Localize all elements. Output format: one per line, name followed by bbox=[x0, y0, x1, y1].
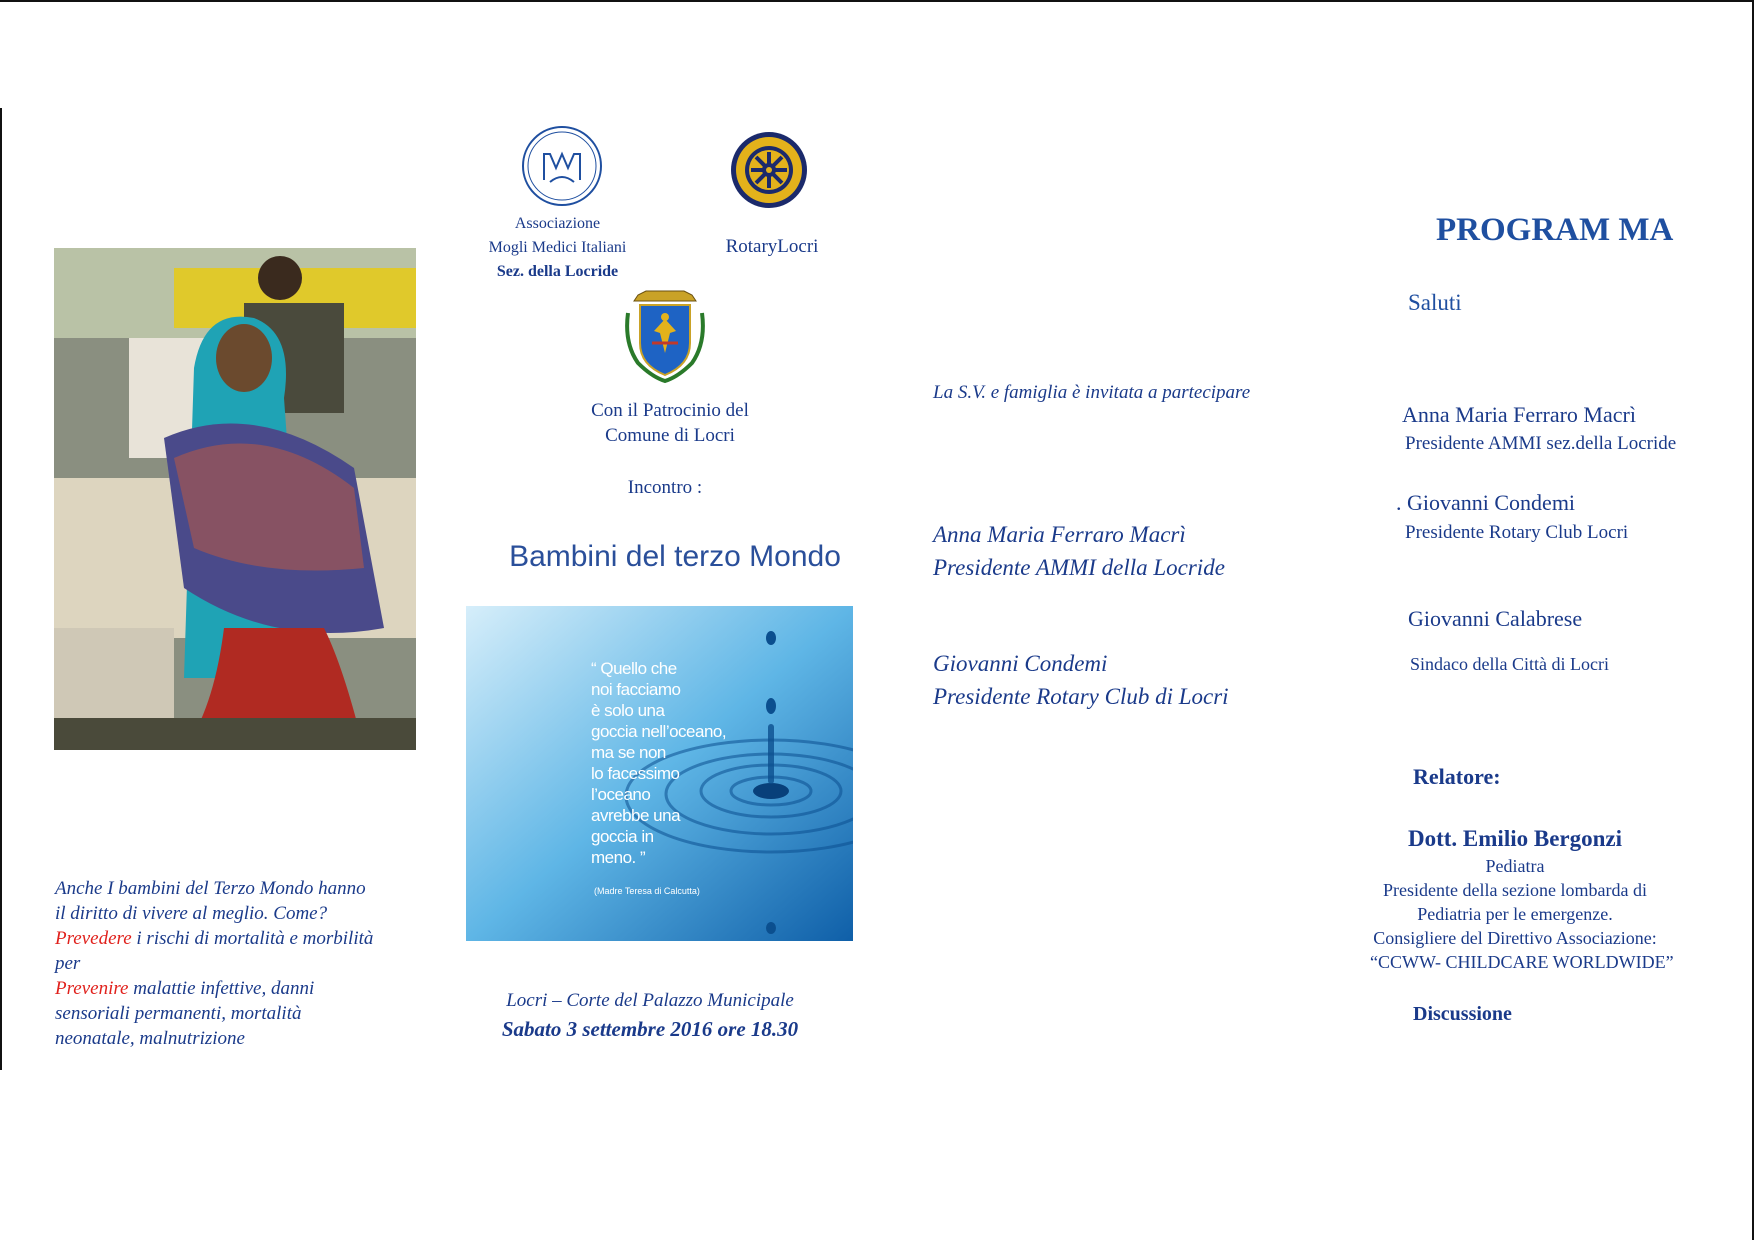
mother-child-photo bbox=[54, 248, 416, 750]
saluti-heading: Saluti bbox=[1408, 290, 1462, 315]
speaker1-name: Anna Maria Ferraro Macrì bbox=[933, 522, 1186, 547]
left-text-line: Anche I bambini del Terzo Mondo hanno bbox=[55, 878, 366, 899]
patrocinio-line: Con il Patrocinio del bbox=[591, 400, 749, 421]
ammi-caption-line: Mogli Medici Italiani bbox=[488, 239, 627, 256]
program-person1-name: Anna Maria Ferraro Macrì bbox=[1402, 402, 1636, 427]
quote-line: ma se non bbox=[591, 743, 666, 762]
program-person2-name: . Giovanni Condemi bbox=[1396, 490, 1576, 515]
relatore-line: Pediatra bbox=[1485, 856, 1545, 876]
speaker1-role: Presidente AMMI della Locride bbox=[933, 555, 1225, 580]
quote-line: è solo una bbox=[591, 701, 665, 720]
relatore-line: “CCWW- CHILDCARE WORLDWIDE” bbox=[1370, 952, 1674, 972]
left-text-line: neonatale, malnutrizione bbox=[55, 1028, 245, 1049]
speaker2-name: Giovanni Condemi bbox=[933, 651, 1108, 676]
ammi-caption-line: Sez. della Locride bbox=[496, 263, 619, 280]
rotary-caption: RotaryLocri bbox=[725, 236, 819, 257]
quote-line: “ Quello che bbox=[591, 659, 677, 678]
ammi-caption bbox=[470, 212, 645, 284]
program-person3-name: Giovanni Calabrese bbox=[1408, 606, 1583, 631]
quote-line: meno. ” bbox=[591, 848, 646, 867]
prevenire-word: Prevenire bbox=[55, 978, 129, 999]
prevenire-rest: malattie infettive, danni bbox=[128, 978, 315, 999]
left-text-line: il diritto di vivere al meglio. Come? bbox=[55, 903, 328, 924]
frame-top-border bbox=[0, 0, 1754, 2]
ammi-logo bbox=[520, 124, 604, 208]
relatore-name: Dott. Emilio Bergonzi bbox=[1408, 826, 1622, 851]
venue-date: Sabato 3 settembre 2016 ore 18.30 bbox=[501, 1017, 799, 1041]
water-drop-quote-image bbox=[466, 606, 853, 941]
left-text-line: per bbox=[55, 953, 81, 974]
speaker2-role: Presidente Rotary Club di Locri bbox=[933, 684, 1229, 709]
program-title: PROGRAM MA bbox=[1436, 212, 1674, 248]
patrocinio-line: Comune di Locri bbox=[605, 425, 735, 446]
quote-text bbox=[591, 658, 741, 868]
quote-author: (Madre Teresa di Calcutta) bbox=[594, 886, 700, 896]
event-title: Bambini del terzo Mondo bbox=[509, 540, 841, 573]
relatore-line: Pediatria per le emergenze. bbox=[1417, 904, 1613, 924]
prevedere-word: Prevedere bbox=[55, 928, 132, 949]
quote-line: noi facciamo bbox=[591, 680, 681, 699]
program-person2-role: Presidente Rotary Club Locri bbox=[1405, 522, 1629, 543]
frame-left-border bbox=[0, 108, 2, 1070]
quote-line: l’oceano bbox=[591, 785, 651, 804]
left-text-line bbox=[55, 976, 415, 1001]
venue-place: Locri – Corte del Palazzo Municipale bbox=[506, 990, 794, 1011]
program-person3-role: Sindaco della Città di Locri bbox=[1410, 654, 1609, 674]
left-text-line: sensoriali permanenti, mortalità bbox=[55, 1003, 302, 1024]
relatore-line: Presidente della sezione lombarda di bbox=[1383, 880, 1647, 900]
relatore-line: Consigliere del Direttivo Associazione: bbox=[1373, 928, 1657, 948]
program-person1-role: Presidente AMMI sez.della Locride bbox=[1405, 433, 1677, 454]
quote-line: avrebbe una bbox=[591, 806, 681, 825]
discussione-label: Discussione bbox=[1413, 1003, 1512, 1025]
rotary-logo bbox=[724, 130, 814, 210]
invitation-text: La S.V. e famiglia è invitata a partecipare bbox=[933, 382, 1251, 403]
relatore-block bbox=[1370, 824, 1674, 974]
incontro-label: Incontro : bbox=[627, 477, 703, 498]
quote-line: goccia in bbox=[591, 827, 654, 846]
prevedere-rest: i rischi di mortalità e morbilità bbox=[131, 928, 374, 949]
quote-line: goccia nell’oceano, bbox=[591, 722, 727, 741]
patrocinio-text bbox=[565, 398, 775, 448]
left-text-block bbox=[55, 876, 415, 1051]
locri-crest bbox=[624, 283, 706, 383]
relatore-label: Relatore: bbox=[1413, 764, 1501, 789]
ammi-caption-line: Associazione bbox=[514, 215, 601, 232]
quote-line: lo facessimo bbox=[591, 764, 680, 783]
left-text-line bbox=[55, 926, 415, 951]
